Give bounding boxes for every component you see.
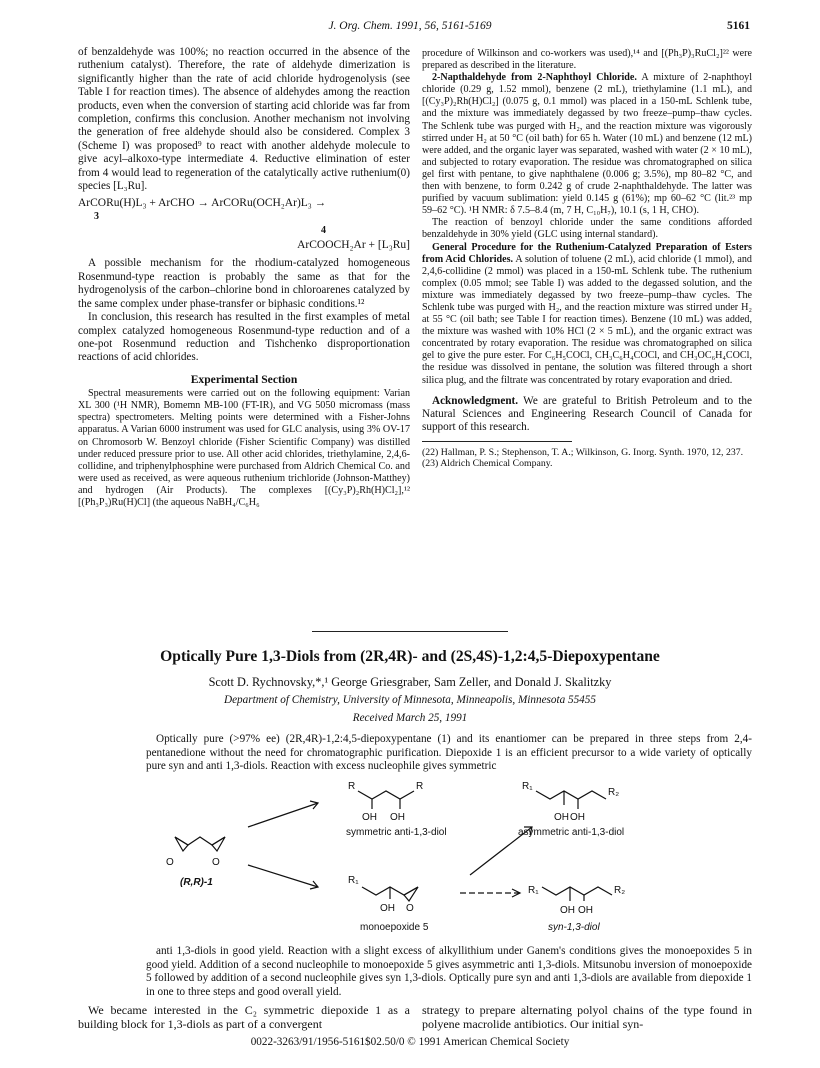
reaction-equation (78, 196, 410, 252)
paragraph: The reaction of benzoyl chloride under the same conditions afforded benzaldehyde in 30% yield (GLC using internal standard). (422, 217, 752, 241)
arrow-to-symmetric (248, 803, 318, 827)
substituent-label: R₁ (528, 885, 539, 896)
hydroxyl-label: OH (554, 812, 569, 823)
hydroxyl-label: OH (362, 812, 377, 823)
diepoxide-structure (175, 837, 225, 851)
left-column (78, 46, 410, 509)
reaction-line-1: ArCORu(H)L₃ + ArCHO → ArCORu(OCH₂Ar)L₃ → (78, 197, 327, 210)
intro-right-column (422, 1003, 752, 1031)
asymmetric-diol-structure (536, 791, 606, 799)
intro-text: We became interested in the C₂ symmetric diepoxide 1 as a building block for 1,3-diols as part of a convergent (78, 1003, 410, 1031)
substituent-label: R (416, 781, 424, 792)
paragraph: of benzaldehyde was 100%; no reaction occurred in the absence of the ruthenium catalyst). Therefore, the rate of aldehyde dimerization is significantly higher than the rate of acid chloride hydrogenolysis (see Table I for reaction times). The absence of aldehydes among the reaction products, even when the conversion of starting acid chloride was far from completion, confirms this conclusion. Another mechanism not involving the generation of free aldehyde should also be considered. Complex 3 (Scheme I) was proposed⁹ to react with another aldehyde molecule to give acyl–alkoxo-type intermediate 4. Reductive elimination of ester from 4 would lead to regeneration of the catalytically active ruthenium(0) species [L₃Ru]. (78, 46, 410, 193)
diepoxide-label: (R,R)-1 (180, 877, 213, 888)
abstract-text: Optically pure (>97% ee) (2R,4R)-1,2:4,5-diepoxypentane (1) and its enantiomer can be prepared in three steps from 2,4-pentanedione without the need for chromatographic purification. Diepoxide 1 is an efficient precursor to a wide variety of optically pure syn and anti 1,3-diols. Reaction with excess nucleophile gives symmetric (146, 733, 752, 773)
compound-number-4: 4 (321, 225, 326, 237)
procedure-body: A mixture of 2-naphthoyl chloride (0.29 g, 1.52 mmol), benzene (2 mL), triethylamine (1.1 mL), and [(Cy₃P)₂Rh(H)Cl₂] (0.075 g, 0.1 mmol) was placed in a 150-mL Schlenk tube, and the mixture was immediately degassed by two freeze–pump–thaw cycles. The Schlenk tube was purged with H₂, and the reaction mixture was vigorously stirred under H₂ at 50 °C (oil bath) for 65 h. Water (10 mL) and benzene (12 mL) were added, and the organic layer was separated, washed with water (2 × 10 mL), and subjected to rotary evaporation. The residue was chromatographed on silica gel first with pentane, to give naphthalene (0.006 g; 3.5%), mp 80–82 °C, and then with benzene, to form 0.242 g of crude 2-naphthaldehyde. The latter was purified by vacuum sublimation: yield 0.145 g (61%); mp 60–62 °C (lit.²³ mp 59–62 °C). ¹H NMR: δ 7.5–8.4 (m, 7 H, C₁₀H₇), 10.1 (s, 1 H, CHO). (422, 72, 752, 217)
symmetric-diol-label: symmetric anti-1,3-diol (346, 827, 447, 838)
footnote: (23) Aldrich Chemical Company. (422, 458, 553, 470)
paragraph: procedure of Wilkinson and co-workers was used),¹⁴ and [(Ph₃P)₃RuCl₂]²² were prepared as described in the literature. (422, 48, 752, 72)
hydroxyl-label: OH (570, 812, 585, 823)
substituent-label: R₁ (348, 875, 359, 886)
received-date: Received March 25, 1991 (352, 712, 468, 724)
asymmetric-diol-label: asymmetric anti-1,3-diol (518, 827, 625, 838)
monoepoxide-label: monoepoxide 5 (360, 922, 429, 933)
hydroxyl-label: OH (390, 812, 405, 823)
substituent-label: R₁ (522, 781, 533, 792)
epoxide-oxygen-label: O (166, 857, 174, 868)
procedure-heading: General Procedure for the Ruthenium-Catalyzed Preparation of Esters from Acid Chlorides. (422, 241, 752, 265)
article-divider (312, 631, 508, 632)
compound-number-3: 3 (94, 211, 99, 223)
substituent-label: R₂ (608, 787, 620, 798)
hydroxyl-label: OH (380, 903, 395, 914)
hydroxyl-label: OH (578, 905, 593, 916)
running-header (70, 20, 750, 36)
paragraph: In conclusion, this research has resulted in the first examples of metal complex catalyzed homogeneous Rosenmund-type reduction and of a one-pot Rosenmund reduction and Tishchenko disproportionation reactions of acid chlorides. (78, 311, 410, 364)
copyright-footer: 0022-3263/91/1956-5161$02.50/0 © 1991 American Chemical Society (250, 1036, 570, 1048)
abstract-part-1 (146, 733, 752, 774)
abstract-text: anti 1,3-diols in good yield. Reaction with a slight excess of alkyllithium under Ganem's conditions gives the monoepoxides 5 in good yield. Addition of a second nucleophile to monoepoxide 5 gives asymmetric anti 1,3-diols. Mitsunobu inversion of monoepoxide 5 followed by addition of a second nucleophile gives syn 1,3-diols. Optically pure syn and anti 1,3-diols are available from diepoxide 1 in one to three steps and good overall yield. (146, 945, 752, 998)
right-column (422, 48, 752, 470)
experimental-paragraph: Spectral measurements were carried out on the following equipment: Varian XL 300 (¹H NMR), Bomemn MB-100 (FT-IR), and VG 5050 micromass (mass spectra) spectrometers. Melting points were determined with a Fisher-Johns apparatus. A Varian 6000 instrument was used for GLC analysis, using 3% OV-17 on Chromosorb W. Benzoyl chloride (Fisher Scientific Company) was distilled under reduced pressure prior to use. All other acid chlorides, triethylamine, 2,4,6-collidine, and triphenylphosphine were purchased from Aldrich Chemical Co. and were used as received, as were aqueous ruthenium trichloride (Johnson-Matthey) and hydrogen (Air Products). The complexes [(Cy₃P)₂Rh(H)Cl₂],¹² [(Ph₃P₃)Ru(H)Cl] (the aqueous NaBH₄/C₆H₆ (78, 388, 410, 508)
substituent-label: R (348, 781, 356, 792)
syn-diol-structure (542, 887, 612, 895)
footnote: (22) Hallman, P. S.; Stephenson, T. A.; Wilkinson, G. Inorg. Synth. 1970, 12, 237. (422, 446, 744, 458)
article-authors: Scott D. Rychnovsky,*,¹ George Griesgraber, Sam Zeller, and Donald J. Skalitzky (208, 675, 612, 689)
abstract-part-2 (146, 945, 752, 999)
intro-text: strategy to prepare alternating polyol chains of the type found in polyene macrolide antibiotics. Our initial syn- (422, 1003, 752, 1031)
substituent-label: R₂ (614, 885, 626, 896)
intro-left-column (78, 1003, 410, 1031)
syn-diol-label: syn-1,3-diol (548, 922, 600, 933)
procedure-body: A solution of toluene (2 mL), acid chloride (1 mmol), and 2,4,6-collidine (2 mmol) was placed in a 150-mL Schlenk tube. The ruthenium complex (0.05 mmol; see Table I) was added to the degassed solution, and the mixture was immediately degassed by two freeze–pump–thaw cycles. The Schlenk tube was purged with H₂, and the reaction mixture was stirred under H₂ at 55 °C (oil bath; see Table I for reaction times). Benzene (10 mL) was added, the mixture was washed with 10% HCl (2 × 5 mL), and the organic extract was concentrated by rotary evaporation. The residue was chromatographed on silica gel to give the pure ester. For C₆H₅COCl, CH₃C₆H₄COCl, and CH₃OC₆H₄COCl, the residue was dissolved in pentane, the solution was filtered through a short silica plug, and the filtrate was concentrated by rotary evaporation and dried. (422, 253, 752, 386)
reaction-scheme (150, 775, 750, 940)
acknowledgment-heading: Acknowledgment. (432, 394, 519, 407)
article-affiliation: Department of Chemistry, University of Minnesota, Minneapolis, Minnesota 55455 (224, 694, 596, 706)
arrow-to-monoepoxide (248, 865, 318, 887)
procedure-paragraph (422, 242, 752, 387)
page-number: 5161 (727, 20, 750, 32)
acknowledgment-paragraph (422, 395, 752, 435)
section-heading: Experimental Section (190, 372, 298, 386)
hydroxyl-label: OH (560, 905, 575, 916)
procedure-heading: 2-Napthaldehyde from 2-Naphthoyl Chloride. (432, 72, 637, 84)
article-title: Optically Pure 1,3-Diols from (2R,4R)- and (2S,4S)-1,2:4,5-Diepoxypentane (160, 648, 660, 665)
paragraph: A possible mechanism for the rhodium-catalyzed homogeneous Rosenmund-type reaction is probably the same as that for the hydrogenolysis of the carbon–chlorine bond in chloroarenes catalyzed by the same complex under phase-transfer or biphasic conditions.¹² (78, 257, 410, 310)
epoxide-oxygen-label: O (406, 903, 414, 914)
journal-citation: J. Org. Chem. 1991, 56, 5161-5169 (328, 20, 492, 32)
footnote-divider (422, 441, 572, 442)
acknowledgment-body: We are grateful to British Petroleum and to the Natural Sciences and Engineering Research Council of Canada for support of this research. (422, 394, 752, 434)
reaction-line-2: ArCOOCH₂Ar + [L₃Ru] (297, 239, 410, 252)
procedure-paragraph (422, 72, 752, 217)
symmetric-diol-structure (358, 791, 414, 799)
epoxide-oxygen-label: O (212, 857, 220, 868)
